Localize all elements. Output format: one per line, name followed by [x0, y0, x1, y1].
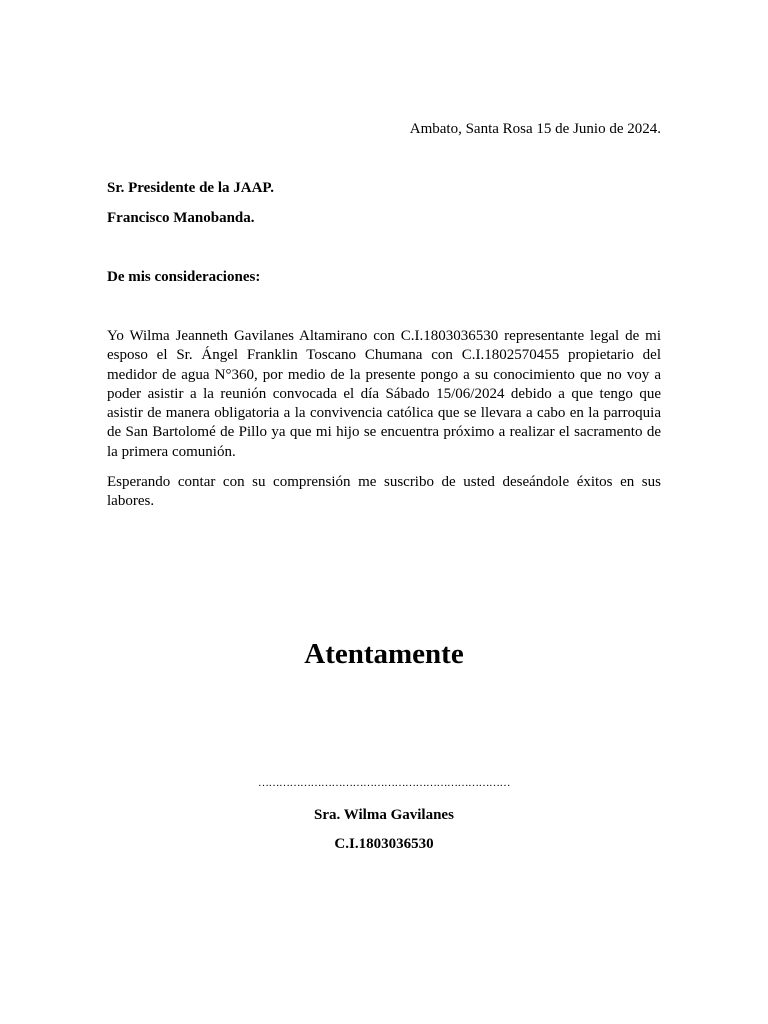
salutation: De mis consideraciones: [107, 269, 261, 285]
date-line: Ambato, Santa Rosa 15 de Junio de 2024. [409, 121, 661, 137]
closing: Atentamente [304, 638, 464, 670]
signature-line: ……………………………………………………………… [258, 777, 510, 789]
signer-id: C.I.1803036530 [334, 836, 434, 852]
addressee-title: Sr. Presidente de la JAAP. [107, 180, 274, 196]
body-paragraph: Esperando contar con su comprensión me suscribo de usted deseándole éxitos en sus labores. [107, 474, 661, 510]
signer-name: Sra. Wilma Gavilanes [314, 807, 454, 823]
addressee-name: Francisco Manobanda. [107, 210, 255, 226]
body-paragraph: Yo Wilma Jeanneth Gavilanes Altamirano con C.I.1803036530 representante legal de mi esposo el Sr. Ángel Franklin Toscano Chumana con C.I.1802570455 propietario del medidor de agua N°360, por medio de la presente pongo a su conocimiento que no voy a poder asistir a la reunión convocada el día Sábado 15/06/2024 debido a que tengo que asistir de manera obligatoria a la convivencia católica que se llevara a cabo en la parroquia de San Bartolomé de Pillo ya que mi hijo se encuentra próximo a realizar el sacramento de la primera comunión. [107, 328, 661, 460]
